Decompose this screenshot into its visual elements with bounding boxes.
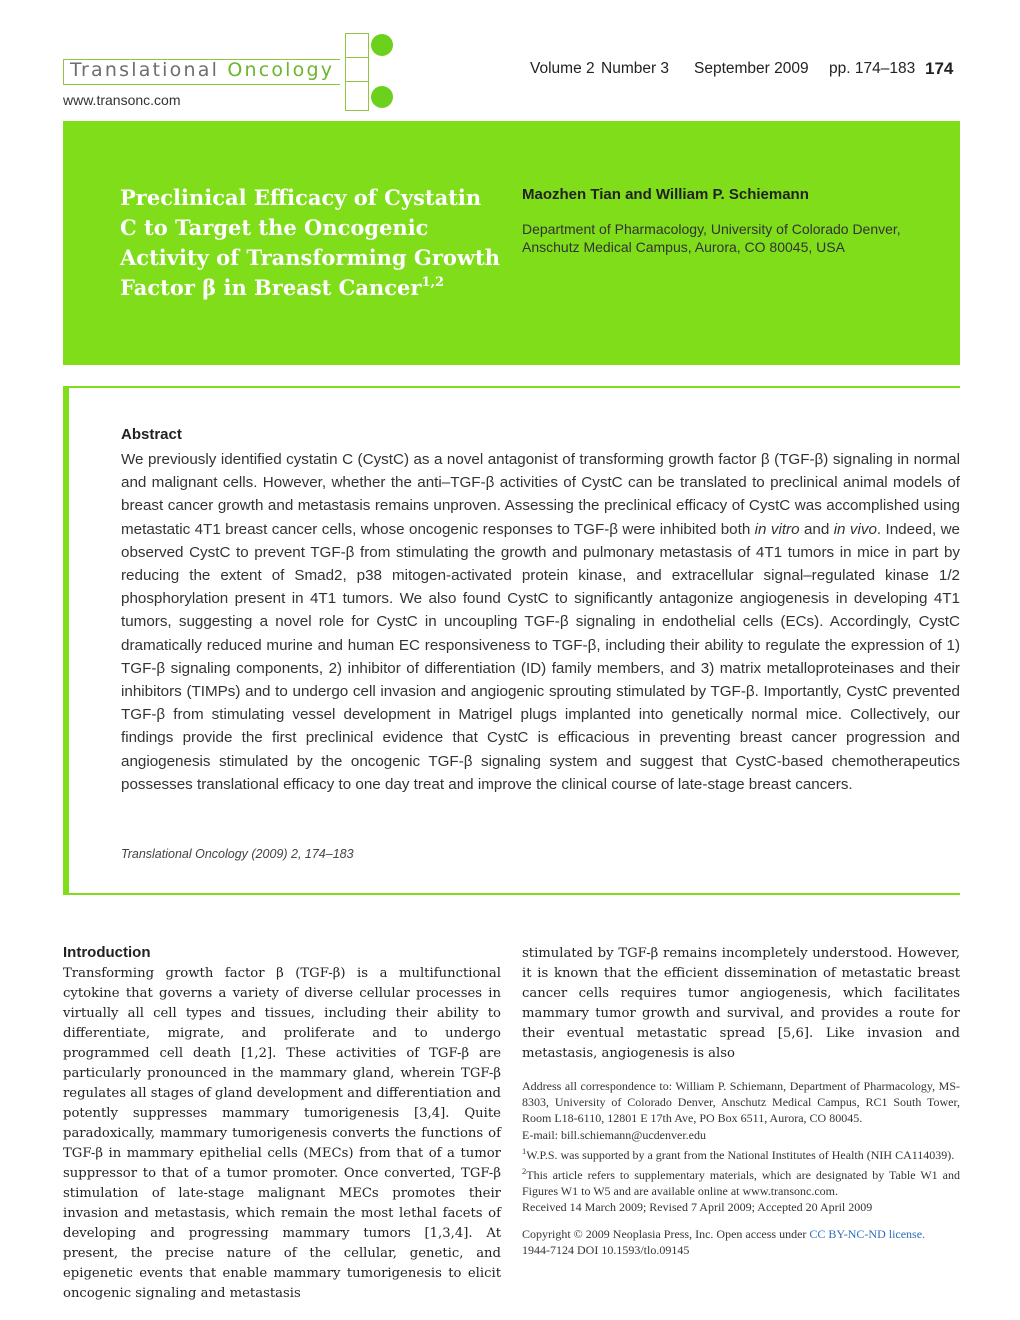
received-dates: Received 14 March 2009; Revised 7 April 2009; Accepted 20 April 2009 bbox=[522, 1200, 873, 1215]
abstract-text: We previously identified cystatin C (CystC) as a novel antagonist of transforming growth factor β (TGF-β) signaling in normal and malignant cells. However, whether the anti–TGF-β activities of CystC can be translated to preclinical animal models of breast cancer growth and metastasis remains unproven. Assessing the preclinical efficacy of CystC was accomplished using metastatic 4T1 breast cancer cells, whose oncogenic responses to TGF-β were inhibited both in vitro and in vivo. Indeed, we observed CystC to prevent TGF-β from stimulating the growth and pulmonary metastasis of 4T1 tumors in mice in part by reducing the extent of Smad2, p38 mitogen-activated protein kinase, and extracellular signal–regulated kinase 1/2 phosphorylation present in 4T1 tumors. We also found CystC to significantly antagonize angiogenesis in developing 4T1 tumors, suggesting a novel role for CystC in uncoupling TGF-β signaling in endothelial cells (ECs). Accordingly, CystC dramatically reduced murine and human EC responsiveness to TGF-β, including their ability to regulate the expression of 1) TGF-β signaling components, 2) inhibitor of differentiation (ID) family members, and 3) matrix metalloproteinases and their inhibitors (TIMPs) and to undergo cell invasion and angiogenic sprouting stimulated by TGF-β. Importantly, CystC prevented TGF-β from stimulating vessel development in Matrigel plugs implanted into genetically normal mice. Collectively, our findings provide the first preclinical evidence that CystC is efficacious in preventing breast cancer progression and angiogenesis stimulated by the oncogenic TGF-β signaling system and suggest that CystC-based chemotherapeutics possesses translational efficacy to one day treat and improve the clinical course of late-stage breast cancers. bbox=[121, 451, 960, 793]
issue-volume: Volume 2 bbox=[530, 60, 595, 77]
issue-pages: pp. 174–183 bbox=[829, 60, 916, 77]
introduction-heading: Introduction bbox=[63, 944, 151, 961]
article-title-text: Preclinical Efficacy of Cystatin C to Target the Oncogenic Activity of Transforming Growth Factor β in Breast Cancer bbox=[120, 185, 500, 300]
article-authors: Maozhen Tian and William P. Schiemann bbox=[522, 186, 809, 203]
issue-number: Number 3 bbox=[601, 60, 670, 77]
journal-name-part1: Translational bbox=[70, 59, 220, 81]
doi-note: 1944-7124 DOI 10.1593/tlo.09145 bbox=[522, 1242, 690, 1257]
introduction-right-column: stimulated by TGF-β remains incompletely understood. However, it is known that the efficient dissemination of metastatic breast cancer cells requires tumor angiogenesis, which facilitates mammary tumor growth and survival, and provides a route for their eventual metastatic spread [5,6]. Like invasion and metastasis, angiogenesis is also bbox=[522, 946, 960, 1061]
abstract-heading: Abstract bbox=[121, 426, 182, 443]
license-link[interactable]: CC BY-NC-ND license. bbox=[809, 1226, 926, 1241]
abstract-border-top bbox=[63, 386, 960, 388]
email-note[interactable]: E-mail: bill.schiemann@ucdenver.edu bbox=[522, 1127, 706, 1142]
logo-dot-icon bbox=[371, 34, 393, 56]
author-affiliation: Department of Pharmacology, University of Colorado Denver, Anschutz Medical Campus, Aurora, CO 80045, USA bbox=[522, 221, 901, 255]
logo-grid-icon bbox=[345, 33, 397, 111]
issue-date: September 2009 bbox=[694, 60, 809, 77]
journal-logo bbox=[70, 59, 334, 81]
footnotes bbox=[522, 1078, 960, 1258]
italic-in-vitro: in vitro bbox=[754, 520, 800, 538]
page-number: 174 bbox=[925, 59, 954, 78]
footnote-2: $^2$This article refers to supplementary materials, which are designated by Table W1 and Figures W1 to W5 and are available online at www.transonc.com. bbox=[522, 1166, 960, 1199]
article-title bbox=[120, 183, 500, 303]
footnote-1: $^1$W.P.S. was supported by a grant from the National Institutes of Health (NIH CA114039). bbox=[522, 1145, 955, 1162]
correspondence-note: Address all correspondence to: William P. Schiemann, Department of Pharmacology, MS-8303, University of Colorado Denver, Anschutz Medical Campus, RC1 South Tower, Room L18-6110, 12801 E 17th Ave, PO Box 6511, Aurora, CO 80045. bbox=[522, 1079, 960, 1126]
journal-name-part2: Oncology bbox=[227, 59, 335, 81]
abstract-border-left bbox=[63, 386, 69, 894]
abstract-citation: Translational Oncology (2009) 2, 174–183 bbox=[121, 847, 354, 861]
journal-website[interactable]: www.transonc.com bbox=[63, 92, 181, 108]
abstract-border-bottom bbox=[63, 893, 960, 895]
introduction-left-column: Transforming growth factor β (TGF-β) is a multifunctional cytokine that governs a variety of diverse cellular processes in virtually all cell types and tissues, including their ability to differentiate, migrate, and proliferate and to undergo programmed cell death [1,2]. These activities of TGF-β are particularly pronounced in the mammary gland, wherein TGF-β regulates all stages of gland development and differentiation and potently suppresses mammary tumorigenesis [3,4]. Quite paradoxically, mammary tumorigenesis converts the functions of TGF-β in mammary epithelial cells (MECs) from that of a tumor suppressor to that of a tumor promoter. Once converted, TGF-β stimulation of late-stage malignant MECs promotes their invasion and metastasis, which remain the most lethal facets of developing and progressing mammary tumors [1,3,4]. At present, the precise nature of the cellular, genetic, and epigenetic events that enable mammary tumorigenesis to elicit oncogenic signaling and metastasis bbox=[63, 966, 501, 1301]
italic-in-vivo: in vivo bbox=[833, 520, 877, 538]
logo-dot-icon bbox=[371, 86, 393, 108]
title-footnote-marks: 1,2 bbox=[421, 275, 445, 290]
copyright-note: Copyright © 2009 Neoplasia Press, Inc. Open access under CC BY-NC-ND license. bbox=[522, 1226, 926, 1241]
